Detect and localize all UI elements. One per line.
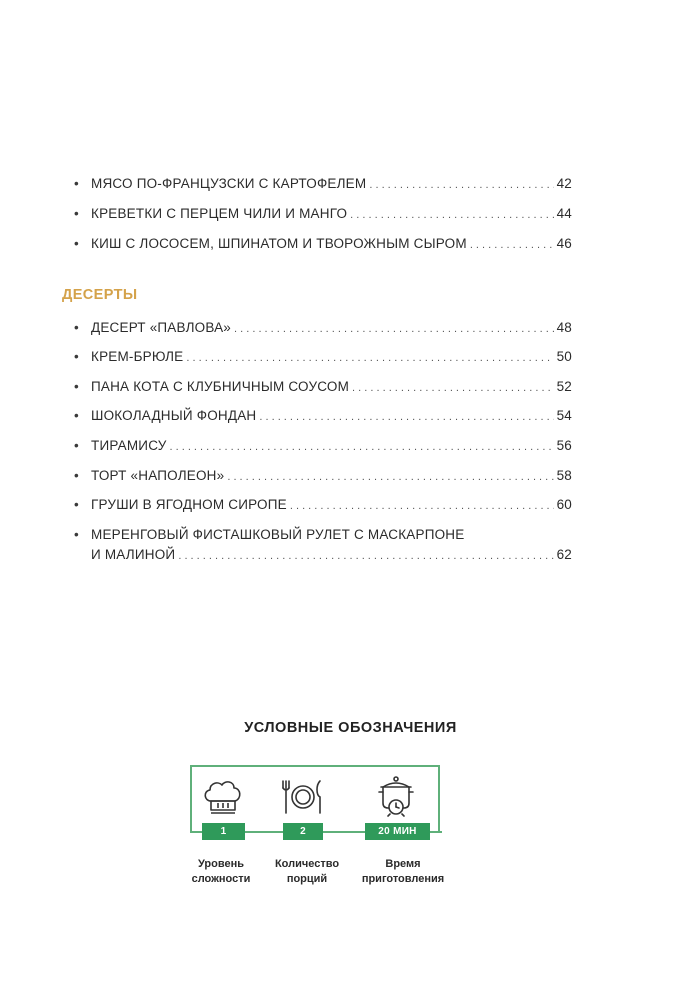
toc-item-title: МЯСО ПО-ФРАНЦУЗСКИ С КАРТОФЕЛЕМ — [91, 176, 367, 191]
toc-item-title: КРЕМ-БРЮЛЕ — [91, 349, 184, 364]
time-badge: 20 МИН — [365, 823, 430, 840]
toc-item-page: 50 — [556, 349, 572, 364]
toc-item-page: 56 — [556, 438, 572, 453]
bullet: • — [74, 176, 79, 191]
toc-item-title: ШОКОЛАДНЫЙ ФОНДАН — [91, 408, 257, 423]
toc-item-page: 58 — [556, 468, 572, 483]
leader-dots — [178, 545, 553, 567]
legend-title: УСЛОВНЫЕ ОБОЗНАЧЕНИЯ — [244, 720, 457, 736]
toc-item-page: 46 — [556, 236, 572, 251]
label-line: порций — [286, 873, 328, 885]
toc-item-title-line1: МЕРЕНГОВЫЙ ФИСТАШКОВЫЙ РУЛЕТ С МАСКАРПОНЕ — [91, 527, 465, 542]
toc-item-page: 42 — [556, 176, 572, 191]
leader-dots — [290, 495, 554, 517]
toc-item-title: ТИРАМИСУ — [91, 438, 167, 453]
leader-dots — [186, 347, 553, 369]
toc-item-page: 60 — [556, 497, 572, 512]
section-title-desserts: ДЕСЕРТЫ — [62, 287, 138, 303]
bullet: • — [74, 438, 79, 453]
chef-hat-icon — [198, 775, 248, 820]
cooking-pot-timer-icon — [371, 775, 421, 820]
toc-item-title-line2: И МАЛИНОЙ — [91, 547, 176, 562]
plate-cutlery-icon — [278, 775, 328, 820]
bullet: • — [74, 497, 79, 512]
servings-badge: 2 — [283, 823, 323, 840]
leader-dots — [350, 204, 553, 226]
legend-label-time — [348, 857, 458, 887]
toc-item-page: 44 — [556, 206, 572, 221]
label-line: сложности — [191, 873, 251, 885]
legend-label-servings — [252, 857, 362, 887]
leader-dots — [227, 466, 553, 488]
legend-frame-segment — [190, 831, 202, 833]
leader-dots — [234, 318, 554, 340]
leader-dots — [169, 436, 553, 458]
toc-item-title: ТОРТ «НАПОЛЕОН» — [91, 468, 225, 483]
label-line: приготовления — [361, 873, 445, 885]
toc-item[interactable] — [74, 524, 572, 568]
bullet: • — [74, 236, 79, 251]
bullet: • — [74, 379, 79, 394]
bullet: • — [74, 468, 79, 483]
toc-item-title: ГРУШИ В ЯГОДНОМ СИРОПЕ — [91, 497, 287, 512]
legend-frame-segment — [430, 831, 442, 833]
label-line: Время — [385, 858, 421, 870]
toc-item-page: 62 — [556, 547, 572, 562]
legend-frame-segment — [245, 831, 283, 833]
difficulty-badge: 1 — [202, 823, 245, 840]
toc-item-title: ДЕСЕРТ «ПАВЛОВА» — [91, 320, 231, 335]
bullet: • — [74, 408, 79, 423]
leader-dots — [352, 377, 554, 399]
toc-item-title: КРЕВЕТКИ С ПЕРЦЕМ ЧИЛИ И МАНГО — [91, 206, 348, 221]
legend-frame-segment — [323, 831, 365, 833]
leader-dots — [369, 174, 553, 196]
leader-dots — [259, 406, 553, 428]
leader-dots — [470, 234, 554, 256]
label-line: Количество — [274, 858, 340, 870]
toc-item-page: 52 — [556, 379, 572, 394]
bullet: • — [74, 206, 79, 221]
toc-item-page: 54 — [556, 408, 572, 423]
bullet: • — [74, 349, 79, 364]
toc-item-title: КИШ С ЛОСОСЕМ, ШПИНАТОМ И ТВОРОЖНЫМ СЫРОМ — [91, 236, 467, 251]
label-line: Уровень — [197, 858, 244, 870]
bullet: • — [74, 527, 79, 542]
toc-item-page: 48 — [556, 320, 572, 335]
bullet: • — [74, 320, 79, 335]
toc-item-title: ПАНА КОТА С КЛУБНИЧНЫМ СОУСОМ — [91, 379, 350, 394]
